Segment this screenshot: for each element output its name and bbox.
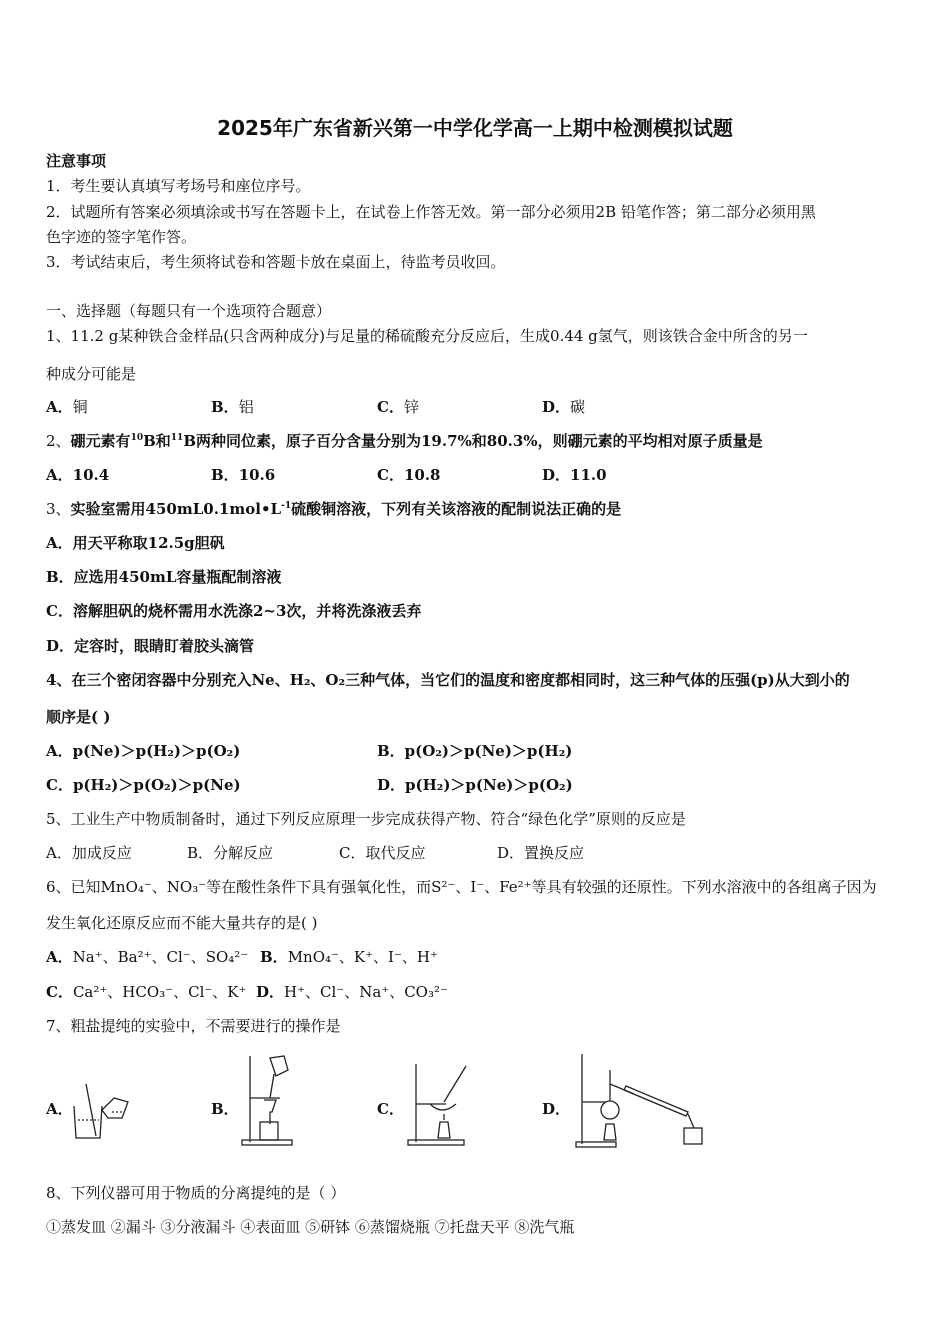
q4-option-c: C．p(H₂)＞p(O₂)＞p(Ne) bbox=[46, 776, 241, 794]
q4-stem-cont: 顺序是( ) bbox=[46, 708, 111, 726]
q2-option-c: C．10.8 bbox=[377, 466, 441, 484]
q7-stem: 7、粗盐提纯的实验中，不需要进行的操作是 bbox=[46, 1017, 341, 1035]
notice-item-2: 2．试题所有答案必须填涂或书写在答题卡上，在试卷上作答无效。第一部分必须用2B 铅笔作答；第二部分必须用黑 bbox=[46, 203, 816, 221]
q2-option-a: A．10.4 bbox=[46, 466, 110, 484]
q5-option-b: B．分解反应 bbox=[187, 844, 274, 862]
q4-option-b: B．p(O₂)＞p(Ne)＞p(H₂) bbox=[377, 742, 573, 760]
q6-stem-cont: 发生氧化还原反应而不能大量共存的是( ) bbox=[46, 914, 318, 932]
q8-stem: 8、下列仪器可用于物质的分离提纯的是（ ） bbox=[46, 1184, 346, 1202]
q1-stem: 1、11.2 g某种铁合金样品(只含两种成分)与足量的稀硫酸充分反应后，生成0.44 g氢气，则该铁合金中所含的另一 bbox=[46, 327, 808, 345]
q1-option-a: A．铜 bbox=[46, 398, 88, 416]
q2-stem: 2、硼元素有$^{10}$B和$^{11}$B两种同位素，原子百分含量分别为19.7%和80.3%，则硼元素的平均相对原子质量是 bbox=[46, 432, 763, 450]
beaker-stirring-figure bbox=[66, 1080, 136, 1146]
q5-option-c: C．取代反应 bbox=[339, 844, 426, 862]
q7-option-d-label: D． bbox=[542, 1100, 571, 1118]
q6-stem: 6、已知MnO₄⁻、NO₃⁻等在酸性条件下具有强氧化性，而S²⁻、I⁻、Fe²⁺等具有较强的还原性。下列水溶液中的各组离子因为 bbox=[46, 878, 877, 896]
distillation-figure bbox=[572, 1050, 712, 1150]
notice-item-1: 1．考生要认真填写考场号和座位序号。 bbox=[46, 177, 311, 195]
q8-items: ①蒸发皿 ②漏斗 ③分液漏斗 ④表面皿 ⑤研钵 ⑥蒸馏烧瓶 ⑦托盘天平 ⑧洗气瓶 bbox=[46, 1218, 575, 1236]
q3-option-a: A．用天平称取12.5g胆矾 bbox=[46, 534, 225, 552]
q3-option-c: C．溶解胆矾的烧杯需用水洗涤2~3次，并将洗涤液丢弃 bbox=[46, 602, 422, 620]
q5-stem: 5、工业生产中物质制备时，通过下列反应原理一步完成获得产物、符合“绿色化学”原则的反应是 bbox=[46, 810, 686, 828]
q2-option-b: B．10.6 bbox=[211, 466, 276, 484]
q3-option-b: B．应选用450mL容量瓶配制溶液 bbox=[46, 568, 282, 586]
q4-option-d: D．p(H₂)＞p(Ne)＞p(O₂) bbox=[377, 776, 573, 794]
page-title: 2025年广东省新兴第一中学化学高一上期中检测模拟试题 bbox=[217, 116, 733, 140]
q1-option-d: D．碳 bbox=[542, 398, 586, 416]
q5-option-d: D．置换反应 bbox=[497, 844, 585, 862]
section-heading: 一、选择题（每题只有一个选项符合题意） bbox=[46, 302, 332, 320]
q7-option-a-label: A． bbox=[46, 1100, 73, 1118]
q6-option-a: A．Na⁺、Ba²⁺、Cl⁻、SO₄²⁻ bbox=[46, 948, 249, 966]
q2-option-d: D．11.0 bbox=[542, 466, 607, 484]
q7-option-c-label: C． bbox=[377, 1100, 404, 1118]
notice-item-3: 3．考试结束后，考生须将试卷和答题卡放在桌面上，待监考员收回。 bbox=[46, 253, 506, 271]
q7-option-b-label: B． bbox=[211, 1100, 239, 1118]
filtration-figure bbox=[236, 1052, 298, 1148]
q3-option-d: D．定容时，眼睛盯着胶头滴管 bbox=[46, 637, 255, 655]
q6-option-b: B．MnO₄⁻、K⁺、I⁻、H⁺ bbox=[260, 948, 438, 966]
q1-option-c: C．锌 bbox=[377, 398, 419, 416]
notice-item-2-cont: 色字迹的签字笔作答。 bbox=[46, 228, 197, 246]
q1-option-b: B．铝 bbox=[211, 398, 254, 416]
q5-option-a: A．加成反应 bbox=[46, 844, 132, 862]
q6-option-c: C．Ca²⁺、HCO₃⁻、Cl⁻、K⁺ bbox=[46, 983, 247, 1001]
q4-option-a: A．p(Ne)＞p(H₂)＞p(O₂) bbox=[46, 742, 241, 760]
evaporation-figure bbox=[404, 1060, 474, 1148]
q6-option-d: D．H⁺、Cl⁻、Na⁺、CO₃²⁻ bbox=[256, 983, 448, 1001]
q3-stem: 3、实验室需用$450mL0.1mol•L^{-1}$硫酸铜溶液，下列有关该溶液的配制说法正确的是 bbox=[46, 500, 622, 518]
q4-stem: 4、在三个密闭容器中分别充入Ne、H₂、O₂三种气体，当它们的温度和密度都相同时，这三种气体的压强(p)从大到小的 bbox=[46, 671, 850, 689]
notice-heading: 注意事项 bbox=[46, 152, 107, 170]
q1-stem-cont: 种成分可能是 bbox=[46, 365, 137, 383]
